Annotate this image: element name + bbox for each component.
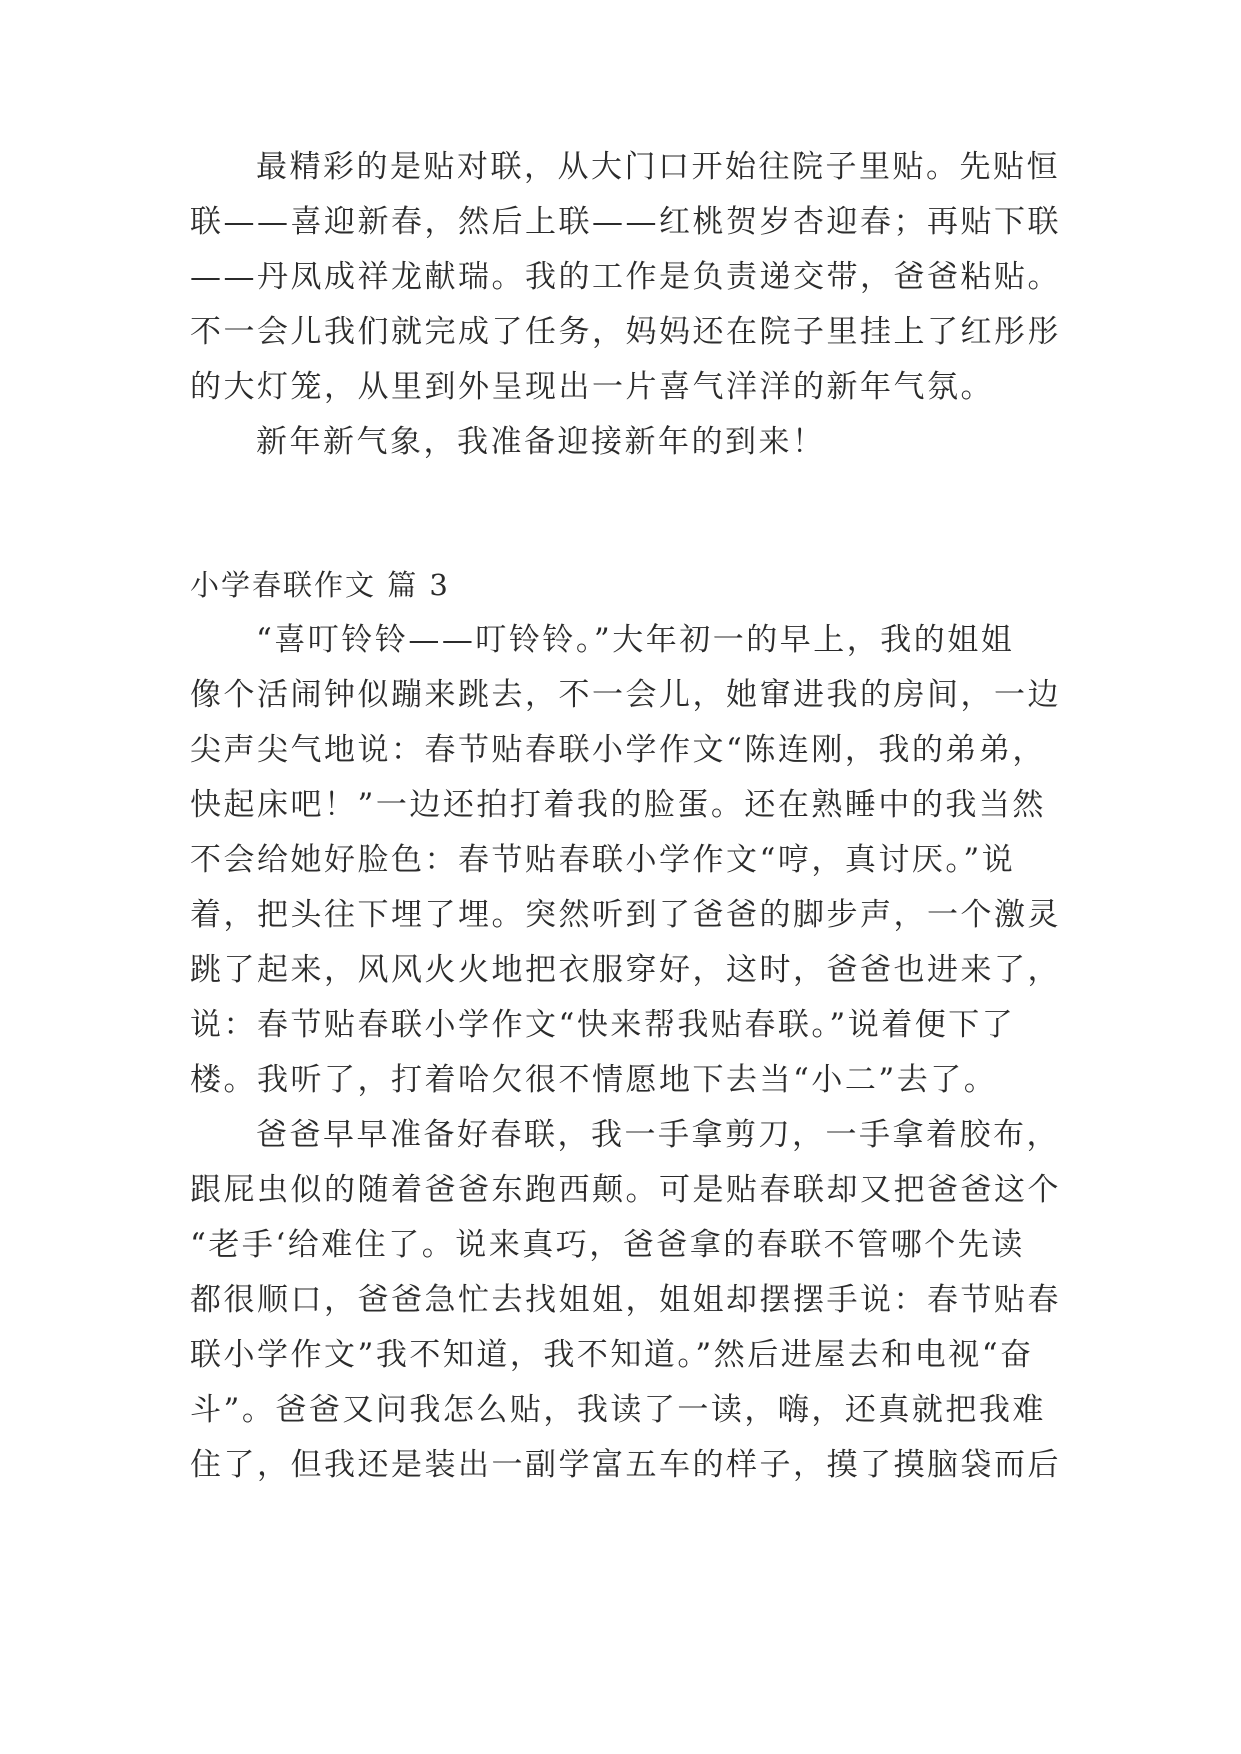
para1-line-3: ——丹凤成祥龙献瑞。我的工作是负责递交带，爸爸粘贴。 (190, 259, 1061, 295)
para4-line-7: 住了，但我还是装出一副学富五车的样子，摸了摸脑袋而后 (190, 1447, 1061, 1483)
para3-line-3: 尖声尖气地说：春节贴春联小学作文“陈连刚，我的弟弟， (190, 732, 1046, 768)
para4-line-4: 都很顺口，爸爸急忙去找姐姐，姐姐却摆摆手说：春节贴春 (190, 1282, 1061, 1318)
para4-line-1: 爸爸早早准备好春联，我一手拿剪刀，一手拿着胶布， (256, 1117, 1060, 1153)
para4-line-6: 斗”。爸爸又问我怎么贴，我读了一读，嗨，还真就把我难 (190, 1392, 1046, 1428)
para3-line-5: 不会给她好脸色：春节贴春联小学作文“哼，真讨厌。”说 (190, 842, 1016, 878)
para1-line-2: 联——喜迎新春，然后上联——红桃贺岁杏迎春；再贴下联 (190, 204, 1061, 240)
section-heading: 小学春联作文 篇 3 (190, 568, 450, 602)
para3-line-6: 着，把头往下埋了埋。突然听到了爸爸的脚步声，一个激灵 (190, 897, 1061, 933)
para2-line-1: 新年新气象，我准备迎接新年的到来！ (256, 424, 826, 460)
para1-line-4: 不一会儿我们就完成了任务，妈妈还在院子里挂上了红彤彤 (190, 314, 1061, 350)
para3-line-1: “喜叮铃铃——叮铃铃。”大年初一的早上，我的姐姐 (256, 622, 1015, 658)
para4-line-2: 跟屁虫似的随着爸爸东跑西颠。可是贴春联却又把爸爸这个 (190, 1172, 1061, 1208)
para1-line-5: 的大灯笼，从里到外呈现出一片喜气洋洋的新年气氛。 (190, 369, 994, 405)
para4-line-5: 联小学作文”我不知道，我不知道。”然后进屋去和电视“奋 (190, 1337, 1034, 1373)
para3-line-7: 跳了起来，风风火火地把衣服穿好，这时，爸爸也进来了， (190, 952, 1061, 988)
para3-line-4: 快起床吧！”一边还拍打着我的脸蛋。还在熟睡中的我当然 (190, 787, 1046, 823)
para3-line-9: 楼。我听了，打着哈欠很不情愿地下去当“小二”去了。 (190, 1062, 998, 1098)
para3-line-2: 像个活闹钟似蹦来跳去，不一会儿，她窜进我的房间，一边 (190, 677, 1061, 713)
para3-line-8: 说：春节贴春联小学作文“快来帮我贴春联。”说着便下了 (190, 1007, 1016, 1043)
para1-line-1: 最精彩的是贴对联，从大门口开始往院子里贴。先贴恒 (256, 149, 1060, 185)
para4-line-3: “老手‘给难住了。说来真巧，爸爸拿的春联不管哪个先读 (190, 1227, 1025, 1263)
